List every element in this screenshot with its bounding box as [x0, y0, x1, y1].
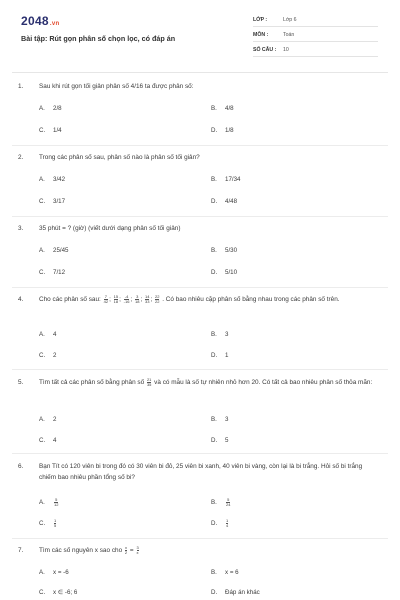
- question-2: 2. Trong các phân số sau, phân số nào là phân số tối giản? A. 3/42 B. 17/34 C. 3/17 D. 4/48: [18, 154, 241, 205]
- question-3: 3. 35 phút = ? (giờ) (viết dưới dạng phân số tối giản) A. 25/45 B. 5/30 C. 7/12 D. 5/10: [18, 225, 238, 276]
- question-text: Tìm tất cả các phân số bằng phân số $\frac{21}{35}$ và có mẫu là số tự nhiên nhỏ hơn 20. Có tất cả bao nhiêu phân số thỏa mãn:: [39, 376, 373, 387]
- option-b[interactable]: B. 3: [211, 416, 229, 423]
- fraction: $\frac{x}{2}$: [124, 544, 128, 555]
- option-c[interactable]: C. 2: [39, 352, 57, 359]
- question-5: 5. Tìm tất cả các phân số bằng phân số $\frac{21}{35}$ và có mẫu là số tự nhiên nhỏ hơn 20. Có tất cả bao nhiêu phân số thỏa mãn: A. 2 B. 3 C. 4 D. 5: [18, 377, 382, 447]
- question-1: 1. Sau khi rút gọn tối giản phân số 4/16 ta được phân số: A. 2/8 B. 4/8 C. 1/4 D. 1/8: [18, 83, 234, 134]
- fraction: $\frac{3}{18}$: [134, 293, 140, 304]
- option-c[interactable]: C. x ∈ -6; 6: [39, 589, 78, 596]
- option-b[interactable]: B. x = 6: [211, 569, 239, 576]
- question-7: 7. Tìm các số nguyên x sao cho $\frac{x}{2}$ = $\frac{3}{x}$ A. x = -6 B. x = 6 C. x ∈ -6; 6 D. Đáp án khác: [18, 545, 382, 600]
- option-a[interactable]: A. x = -6: [39, 569, 69, 576]
- option-b[interactable]: B. $\frac{5}{24}$: [211, 496, 231, 507]
- option-c[interactable]: C. 7/12: [39, 269, 66, 276]
- separator: [12, 287, 388, 288]
- option-a[interactable]: A. $\frac{5}{12}$: [39, 496, 59, 507]
- option-d[interactable]: D. 5: [211, 437, 229, 444]
- option-d[interactable]: D. 1: [211, 352, 229, 359]
- option-b[interactable]: B. 5/30: [211, 247, 238, 254]
- fraction: $\frac{7}{42}$: [103, 293, 109, 304]
- meta-question-count: SỐ CÂU : 10: [253, 44, 378, 57]
- fraction: $\frac{14}{33}$: [145, 293, 150, 304]
- option-d[interactable]: D. $\frac{1}{4}$: [211, 517, 229, 528]
- option-a[interactable]: A. 4: [39, 331, 57, 338]
- fraction: $\frac{-4}{-16}$: [123, 293, 130, 304]
- fraction: $\frac{21}{35}$: [146, 376, 152, 387]
- option-b[interactable]: B. 3: [211, 331, 229, 338]
- separator: [12, 538, 388, 539]
- page-title: Bài tập: Rút gọn phân số chọn lọc, có đáp án: [21, 34, 176, 43]
- option-b[interactable]: B. 17/34: [211, 176, 241, 183]
- separator: [12, 369, 388, 370]
- option-d[interactable]: D. 1/8: [211, 127, 234, 134]
- separator: [12, 145, 388, 146]
- header: [0, 0, 400, 74]
- question-text: Cho các phân số sau: $\frac{7}{42}$ ; $\frac{15}{18}$ ; $\frac{-4}{-16}$ ; $\frac{3}{18}$ ; $\frac{14}{33}$ ; $\frac{22}{22}$ . Có bao nhiêu cặp phân số bằng nhau trong các phân số trên.: [39, 293, 340, 304]
- header-divider: [12, 72, 388, 73]
- question-4: 4. Cho các phân số sau: $\frac{7}{42}$ ; $\frac{15}{18}$ ; $\frac{-4}{-16}$ ; $\frac{3}{18}$ ; $\frac{14}{33}$ ; $\frac{22}{22}$ . Có bao nhiêu cặp phân số bằng nhau trong các phân số trên. A. 4 B. 3 C. 2 D. 1: [18, 294, 382, 364]
- option-a[interactable]: A. 2/8: [39, 105, 62, 112]
- option-d[interactable]: D. 4/48: [211, 198, 238, 205]
- question-text: Tìm các số nguyên x sao cho $\frac{x}{2}$ = $\frac{3}{x}$: [39, 544, 139, 555]
- option-b[interactable]: B. 4/8: [211, 105, 234, 112]
- option-c[interactable]: C. 4: [39, 437, 57, 444]
- option-a[interactable]: A. 3/42: [39, 176, 66, 183]
- option-a[interactable]: A. 2: [39, 416, 57, 423]
- site-logo[interactable]: 2048.vn: [21, 14, 60, 28]
- option-d[interactable]: D. 5/10: [211, 269, 238, 276]
- separator: [12, 453, 388, 454]
- option-c[interactable]: C. $\frac{1}{5}$: [39, 517, 57, 528]
- option-a[interactable]: A. 25/45: [39, 247, 69, 254]
- fraction: $\frac{3}{x}$: [136, 544, 139, 555]
- meta-subject: MÔN : Toán: [253, 29, 378, 42]
- question-6: 6. Bạn Tít có 120 viên bi trong đó có 30 viên bi đỏ, 25 viên bi xanh, 40 viên bi vàng, còn lại là bi trắng. Hỏi số bi trắng chiếm bao nhiêu phần tổng số bi? A. $\frac{5}{12}$ B. $\frac{5}{24}$ C. $\frac{1}{5}$ D. $\frac{1}{4}$: [18, 463, 363, 528]
- meta-grade: LỚP : Lớp 6: [253, 14, 378, 27]
- separator: [12, 216, 388, 217]
- option-c[interactable]: C. 3/17: [39, 198, 66, 205]
- option-c[interactable]: C. 1/4: [39, 127, 62, 134]
- fraction: $\frac{22}{22}$: [155, 293, 160, 304]
- fraction: $\frac{15}{18}$: [113, 293, 119, 304]
- option-d[interactable]: D. Đáp án khác: [211, 589, 260, 596]
